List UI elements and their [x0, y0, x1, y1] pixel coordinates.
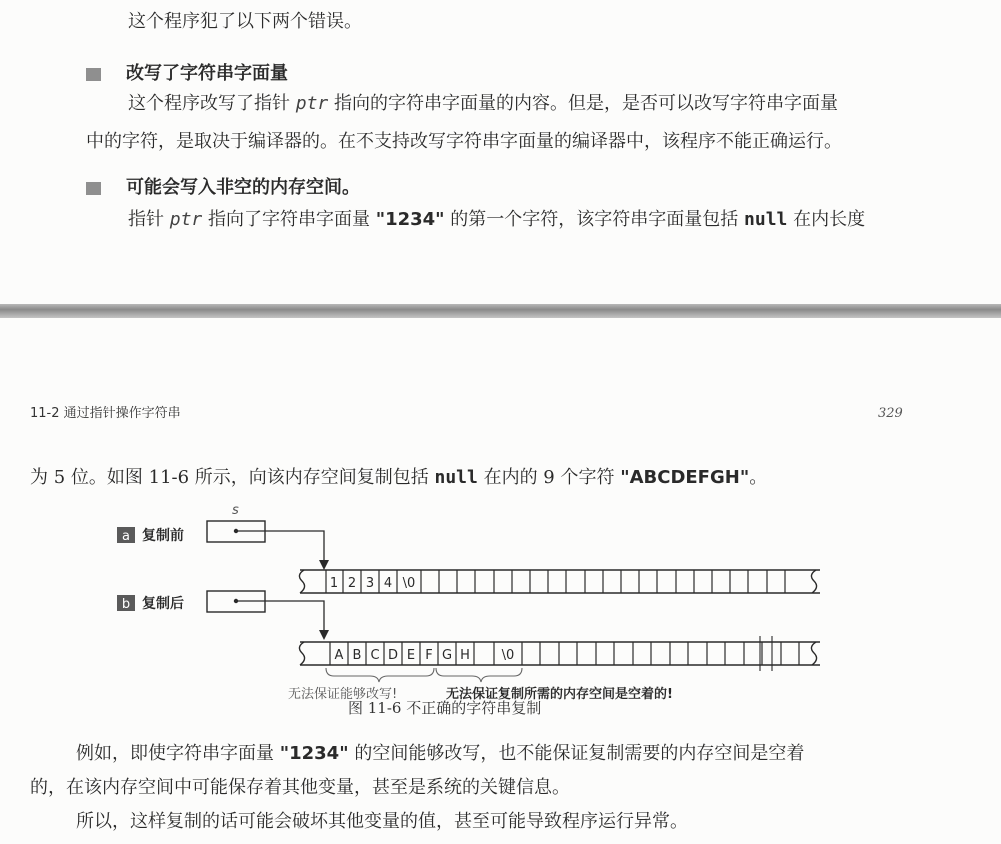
pointer-s-label: s [232, 503, 239, 518]
brace-not-empty [436, 668, 522, 682]
page-separator [0, 304, 1001, 318]
cells-after [335, 648, 515, 663]
strip-a-left-break [299, 570, 304, 593]
para1-line2: 的，在该内存空间中可能保存着其他变量，甚至是系统的关键信息。 [30, 777, 570, 798]
bottom-page [0, 318, 1001, 844]
cell-after-B: B [352, 648, 362, 663]
bullet-square-icon [86, 182, 101, 195]
arrowhead-before [319, 560, 329, 570]
strip-b-left-break [299, 642, 304, 665]
bullet-square-icon [86, 68, 101, 81]
figure-caption: 图 11-6 不正确的字符串复制 [348, 699, 542, 717]
error1-line1: 这个程序改写了指针 ptr 指向的字符串字面量的内容。但是，是否可以改写字符串字面量 [128, 93, 838, 114]
cell-after-E: E [406, 648, 416, 663]
note-not-empty: 无法保证复制所需的内存空间是空着的! [446, 687, 673, 702]
note-cannot-overwrite: 无法保证能够改写! [288, 687, 398, 702]
arrowhead-after [319, 630, 329, 640]
strip-a-grid [326, 570, 785, 593]
brace-can-not-overwrite [326, 668, 434, 682]
strip-b-grid [330, 642, 799, 665]
arrow-before [236, 531, 324, 566]
strip-a-right-break [811, 570, 816, 593]
running-header-section: 11-2 通过指针操作字符串 [30, 406, 181, 421]
cell-after-F: F [425, 648, 433, 663]
cell-before-3: 3 [365, 576, 375, 591]
badge-b-text: b [121, 597, 131, 612]
label-before: 复制前 [142, 528, 184, 544]
badge-a-text: a [122, 529, 130, 544]
cell-before-1: 1 [329, 576, 339, 591]
page-number: 329 [878, 406, 903, 421]
cell-before-5: \0 [402, 576, 416, 591]
cell-before-4: 4 [383, 576, 393, 591]
error2-heading: 可能会写入非空的内存空间。 [126, 177, 360, 198]
arrow-after [236, 601, 324, 636]
cell-after-D: D [387, 648, 399, 663]
cell-after-H: H [460, 648, 470, 663]
top-page [0, 0, 1001, 304]
cell-after-G: G [441, 648, 453, 663]
para1-line1: 例如，即使字符串字面量 "1234" 的空间能够改写，也不能保证复制需要的内存空间是空着 [76, 743, 805, 764]
error2-line1: 指针 ptr 指向了字符串字面量 "1234" 的第一个字符，该字符串字面量包括 null 在内长度 [128, 209, 866, 230]
strip-b-right-break [811, 642, 816, 665]
error1-line2: 中的字符，是取决于编译器的。在不支持改写字符串字面量的编译器中，该程序不能正确运行。 [86, 131, 842, 152]
cell-after-null: \0 [501, 648, 515, 663]
cell-before-2: 2 [347, 576, 357, 591]
para2: 所以，这样复制的话可能会破坏其他变量的值，甚至可能导致程序运行异常。 [76, 811, 688, 832]
label-after: 复制后 [142, 596, 184, 612]
error1-heading: 改写了字符串字面量 [126, 63, 288, 84]
cell-after-A: A [334, 648, 344, 663]
cell-after-C: C [370, 648, 380, 663]
continue-line: 为 5 位。如图 11-6 所示，向该内存空间复制包括 null 在内的 9 个字符 "ABCDEFGH"。 [30, 467, 768, 488]
intro-text: 这个程序犯了以下两个错误。 [128, 11, 362, 32]
